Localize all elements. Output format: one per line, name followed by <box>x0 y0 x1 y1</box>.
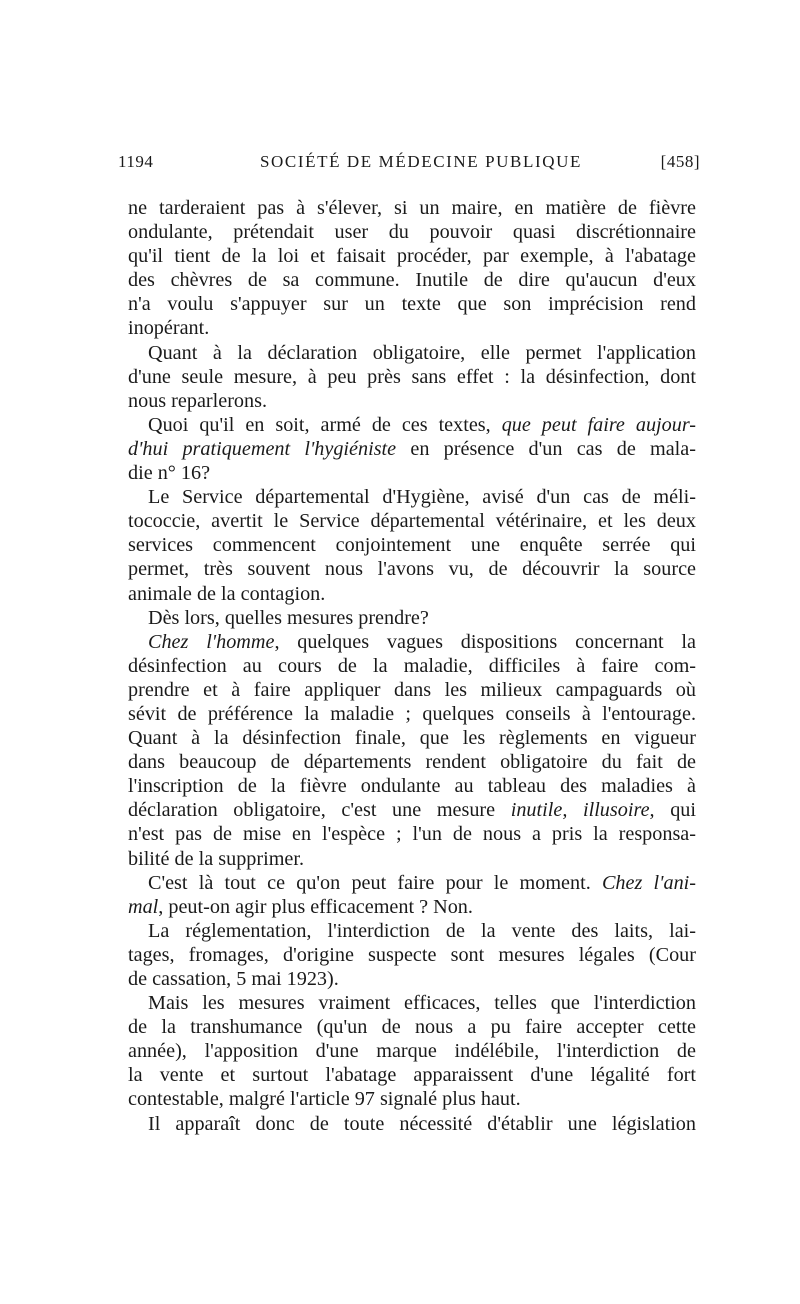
text-line: die n° 16? <box>128 462 211 485</box>
text-line: services commencent conjointement une enquête serrée qui <box>128 534 696 557</box>
text-span: qui <box>654 799 696 822</box>
text-line: bilité de la supprimer. <box>128 847 305 870</box>
running-header <box>118 152 700 182</box>
text-line: Quant à la déclaration obligatoire, elle permet l'application <box>148 341 696 364</box>
text-line: inopérant. <box>128 317 210 340</box>
text-span: , peut-on agir plus efficacement ? Non. <box>158 895 473 918</box>
text-line: l'inscription de la fièvre ondulante au tableau des maladies à <box>128 775 696 798</box>
text-line: ondulante, prétendait user du pouvoir quasi discrétionnaire <box>128 221 696 244</box>
text-span: Quoi qu'il en soit, armé de ces textes, <box>148 413 491 436</box>
body-text <box>128 196 696 1136</box>
text-line: la vente et surtout l'abatage apparaissent d'une légalité fort <box>128 1064 696 1087</box>
text-line: prendre et à faire appliquer dans les milieux campaguards où <box>128 678 696 701</box>
text-line: contestable, malgré l'article 97 signalé plus haut. <box>128 1088 521 1111</box>
text-line: dans beaucoup de départements rendent obligatoire du fait de <box>128 751 696 774</box>
text-span: déclaration obligatoire, c'est une mesure <box>128 799 496 822</box>
text-line: des chèvres de sa commune. Inutile de dire qu'aucun d'eux <box>128 269 696 292</box>
text-line <box>128 437 696 461</box>
text-line: nous reparlerons. <box>128 389 268 412</box>
running-title: SOCIÉTÉ DE MÉDECINE PUBLIQUE <box>260 152 582 171</box>
text-line: ne tarderaient pas à s'élever, si un maire, en matière de fièvre <box>128 197 696 219</box>
text-line <box>128 798 696 822</box>
text-line: animale de la contagion. <box>128 582 326 605</box>
text-line: de la transhumance (qu'un de nous a pu faire accepter cette <box>128 1016 696 1039</box>
text-line: n'a voulu s'appuyer sur un texte que son imprécision rend <box>128 293 696 316</box>
text-span: C'est là tout ce qu'on peut faire pour le moment. <box>148 871 591 894</box>
text-line: n'est pas de mise en l'espèce ; l'un de nous a pris la responsa- <box>128 823 696 846</box>
text-line: qu'il tient de la loi et faisait procéder, par exemple, à l'abatage <box>128 245 696 268</box>
text-line: tages, fromages, d'origine suspecte sont mesures légales (Cour <box>128 943 696 966</box>
text-line: permet, très souvent nous l'avons vu, de découvrir la source <box>128 558 696 581</box>
text-line: Quant à la désinfection finale, que les règlements en vigueur <box>128 727 696 750</box>
italic-span: que peut faire aujour- <box>501 413 696 436</box>
text-line: de cassation, 5 mai 1923). <box>128 968 339 990</box>
text-line: d'une seule mesure, à peu près sans effet : la désinfection, dont <box>128 365 696 388</box>
italic-span: Chez l'ani- <box>601 871 696 894</box>
page-number: 1194 <box>118 152 154 171</box>
italic-span: Chez l'homme <box>148 630 275 653</box>
text-span: , quelques vagues dispositions concernant la <box>274 630 696 653</box>
text-line: sévit de préférence la maladie ; quelques conseils à l'entourage. <box>128 702 696 725</box>
italic-span: d'hui pratiquement l'hygiéniste <box>128 437 397 460</box>
text-line: Mais les mesures vraiment efficaces, telles que l'interdiction <box>148 992 696 1015</box>
text-line <box>128 895 696 919</box>
text-line: Dès lors, quelles mesures prendre? <box>148 606 429 629</box>
text-line <box>128 413 696 437</box>
bracket-page-number: [458] <box>660 152 700 171</box>
text-line: Le Service départemental d'Hygiène, avisé d'un cas de méli- <box>148 486 696 509</box>
text-span: en présence d'un cas de mala- <box>396 437 696 460</box>
text-line: désinfection au cours de la maladie, difficiles à faire com- <box>128 654 696 677</box>
text-line: année), l'apposition d'une marque indélébile, l'interdiction de <box>128 1040 696 1063</box>
italic-span: mal <box>128 895 159 918</box>
italic-span: inutile, illusoire, <box>510 799 655 822</box>
text-line: Il apparaît donc de toute nécessité d'établir une législation <box>148 1112 696 1135</box>
text-line <box>128 871 696 895</box>
text-line: tococcie, avertit le Service départemental vétérinaire, et les deux <box>128 510 696 533</box>
text-line <box>128 630 696 654</box>
text-line: La réglementation, l'interdiction de la vente des laits, lai- <box>148 919 696 942</box>
